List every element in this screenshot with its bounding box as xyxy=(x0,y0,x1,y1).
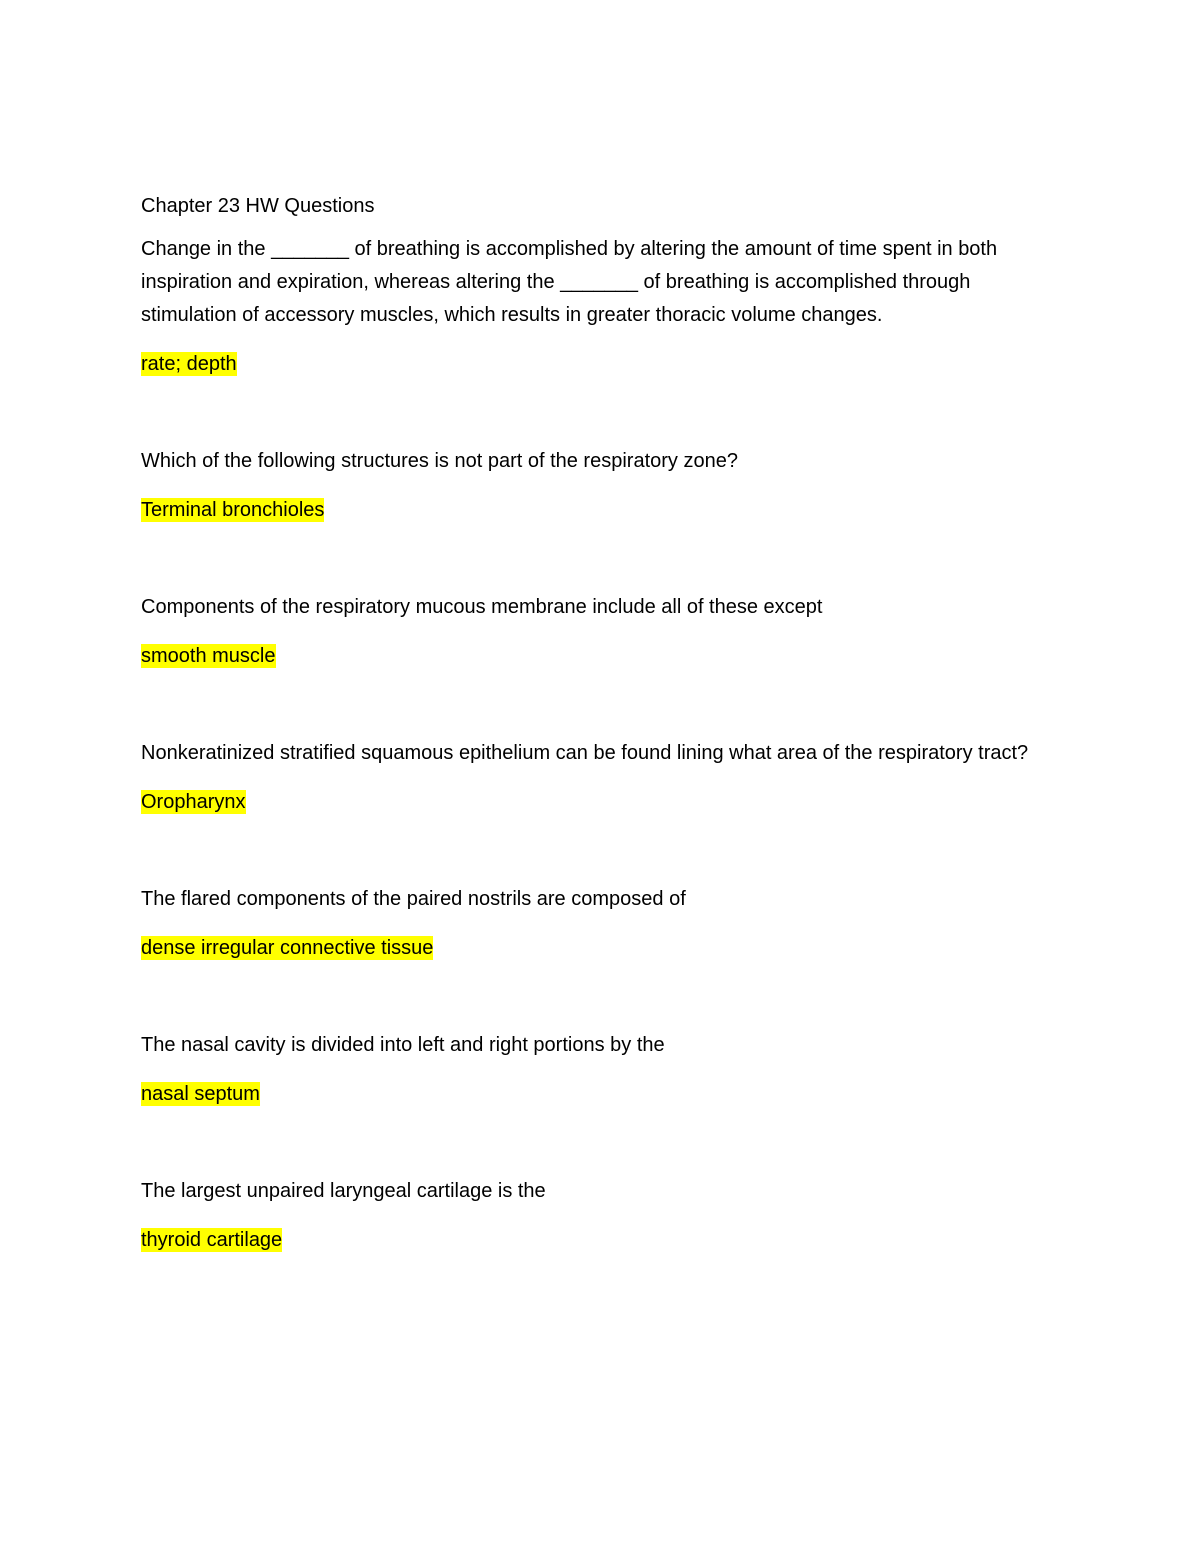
qa-item-7 xyxy=(141,1175,1056,1257)
question-text: Which of the following structures is not part of the respiratory zone? xyxy=(141,450,738,472)
highlighted-answer: nasal septum xyxy=(141,1083,260,1105)
highlighted-answer: dense irregular connective tissue xyxy=(141,937,434,959)
highlighted-answer: rate; depth xyxy=(141,353,237,375)
answer-line xyxy=(141,494,1056,527)
qa-item-6 xyxy=(141,1029,1056,1111)
page-title: Chapter 23 HW Questions xyxy=(141,195,375,217)
highlighted-answer: Oropharynx xyxy=(141,791,246,813)
answer-line xyxy=(141,932,1056,965)
answer-line xyxy=(141,786,1056,819)
question-text: The nasal cavity is divided into left and right portions by the xyxy=(141,1034,665,1056)
answer-line xyxy=(141,1078,1056,1111)
answer-line xyxy=(141,348,1056,381)
highlighted-answer: smooth muscle xyxy=(141,645,276,667)
answer-line xyxy=(141,640,1056,673)
highlighted-answer: Terminal bronchioles xyxy=(141,499,325,521)
qa-item-1 xyxy=(141,233,1056,381)
qa-item-4 xyxy=(141,737,1056,819)
highlighted-answer: thyroid cartilage xyxy=(141,1229,283,1251)
qa-item-5 xyxy=(141,883,1056,965)
question-text: The flared components of the paired nostrils are composed of xyxy=(141,888,686,910)
qa-item-3 xyxy=(141,591,1056,673)
question-text: Nonkeratinized stratified squamous epithelium can be found lining what area of the respiratory tract? xyxy=(141,742,1029,764)
qa-item-2 xyxy=(141,445,1056,527)
document-body xyxy=(141,190,1056,1257)
answer-line xyxy=(141,1224,1056,1257)
question-text: The largest unpaired laryngeal cartilage is the xyxy=(141,1180,546,1202)
question-text: Change in the _______ of breathing is accomplished by altering the amount of time spent in both inspiration and expiration, whereas altering the _______ of breathing is accomplished through stimulation of accessory muscles, which results in greater thoracic volume changes. xyxy=(141,238,998,326)
question-text: Components of the respiratory mucous membrane include all of these except xyxy=(141,596,823,618)
